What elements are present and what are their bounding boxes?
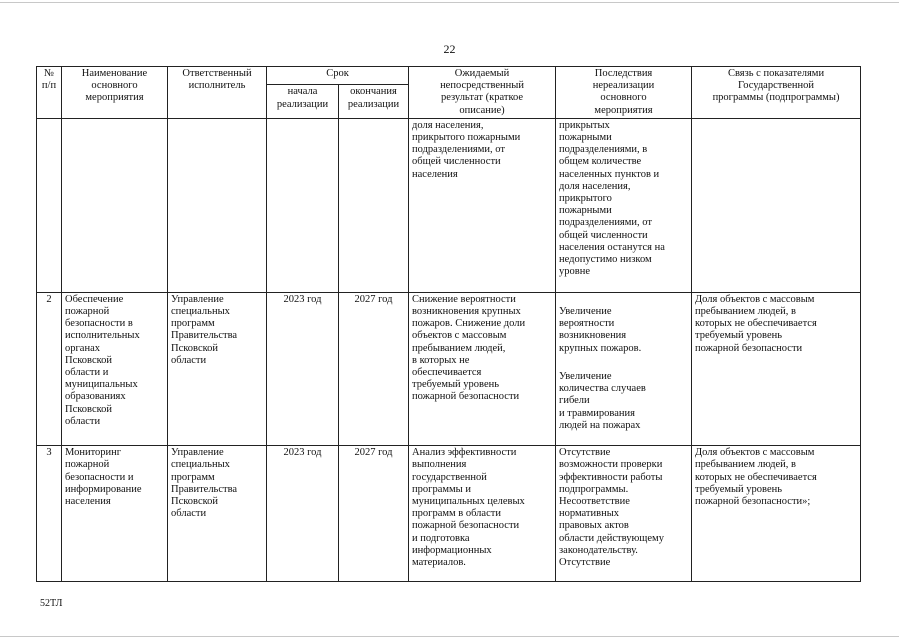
header-term-end: окончания реализации	[339, 85, 409, 118]
header-responsible: Ответственный исполнитель	[168, 67, 267, 119]
cell-link: Доля объектов с массовым пребыванием людей, в которых не обеспечивается требуемый уровень пожарной безопасности	[692, 292, 861, 445]
cell-responsible: Управление специальных программ Правительства Псковской области	[168, 292, 267, 445]
table-row	[37, 118, 861, 292]
cell-responsible: Управление специальных программ Правительства Псковской области	[168, 446, 267, 582]
cell-link	[692, 118, 861, 292]
header-term-start: начала реализации	[267, 85, 339, 118]
table-row	[37, 292, 861, 445]
cell-num: 2	[37, 292, 62, 445]
cell-start: 2023 год	[267, 446, 339, 582]
cell-consequences: прикрытых пожарными подразделениями, в общем количестве населенных пунктов и доля населения, прикрытого пожарными подразделениями, от общей численности населения останутся на недопустимо низком уровне	[556, 118, 692, 292]
cell-start: 2023 год	[267, 292, 339, 445]
cell-num: 3	[37, 446, 62, 582]
cell-end: 2027 год	[339, 292, 409, 445]
consequences-part-b: Увеличение количества случаев гибели и травмирования людей на пожарах	[559, 371, 646, 431]
consequences-part-a: Увеличение вероятности возникновения крупных пожаров.	[559, 306, 642, 354]
page-number: 22	[443, 42, 456, 56]
cell-link: Доля объектов с массовым пребыванием людей, в которых не обеспечивается требуемый уровень пожарной безопасности»;	[692, 446, 861, 582]
cell-name: Мониторинг пожарной безопасности и информирование населения	[62, 446, 168, 582]
cell-consequences	[556, 292, 692, 445]
table-header-row	[37, 67, 861, 85]
cell-start	[267, 118, 339, 292]
cell-end	[339, 118, 409, 292]
cell-responsible	[168, 118, 267, 292]
table-row	[37, 446, 861, 582]
cell-expected: Снижение вероятности возникновения крупных пожаров. Снижение доли объектов с массовым пребыванием людей, в которых не обеспечивается требуемый уровень пожарной безопасности	[409, 292, 556, 445]
header-term: Срок	[267, 67, 409, 85]
scan-edge-top	[0, 2, 899, 3]
cell-name: Обеспечение пожарной безопасности в исполнительных органах Псковской области и муниципальных образованиях Псковской области	[62, 292, 168, 445]
footer-code: 52ТЛ	[40, 598, 63, 609]
header-name: Наименование основного мероприятия	[62, 67, 168, 119]
scan-edge-bottom	[0, 636, 899, 637]
measures-table	[36, 66, 861, 582]
header-num: № п/п	[37, 67, 62, 119]
header-consequences: Последствия нереализации основного мероприятия	[556, 67, 692, 119]
cell-expected: Анализ эффективности выполнения государственной программы и муниципальных целевых программ в области пожарной безопасности и подготовка информационных материалов.	[409, 446, 556, 582]
header-link: Связь с показателями Государственной программы (подпрограммы)	[692, 67, 861, 119]
cell-expected: доля населения, прикрытого пожарными подразделениями, от общей численности населения	[409, 118, 556, 292]
cell-end: 2027 год	[339, 446, 409, 582]
cell-name	[62, 118, 168, 292]
cell-consequences: Отсутствие возможности проверки эффективности работы подпрограммы. Несоответствие нормативных правовых актов области действующему законодательству. Отсутствие	[556, 446, 692, 582]
cell-num	[37, 118, 62, 292]
header-expected: Ожидаемый непосредственный результат (краткое описание)	[409, 67, 556, 119]
